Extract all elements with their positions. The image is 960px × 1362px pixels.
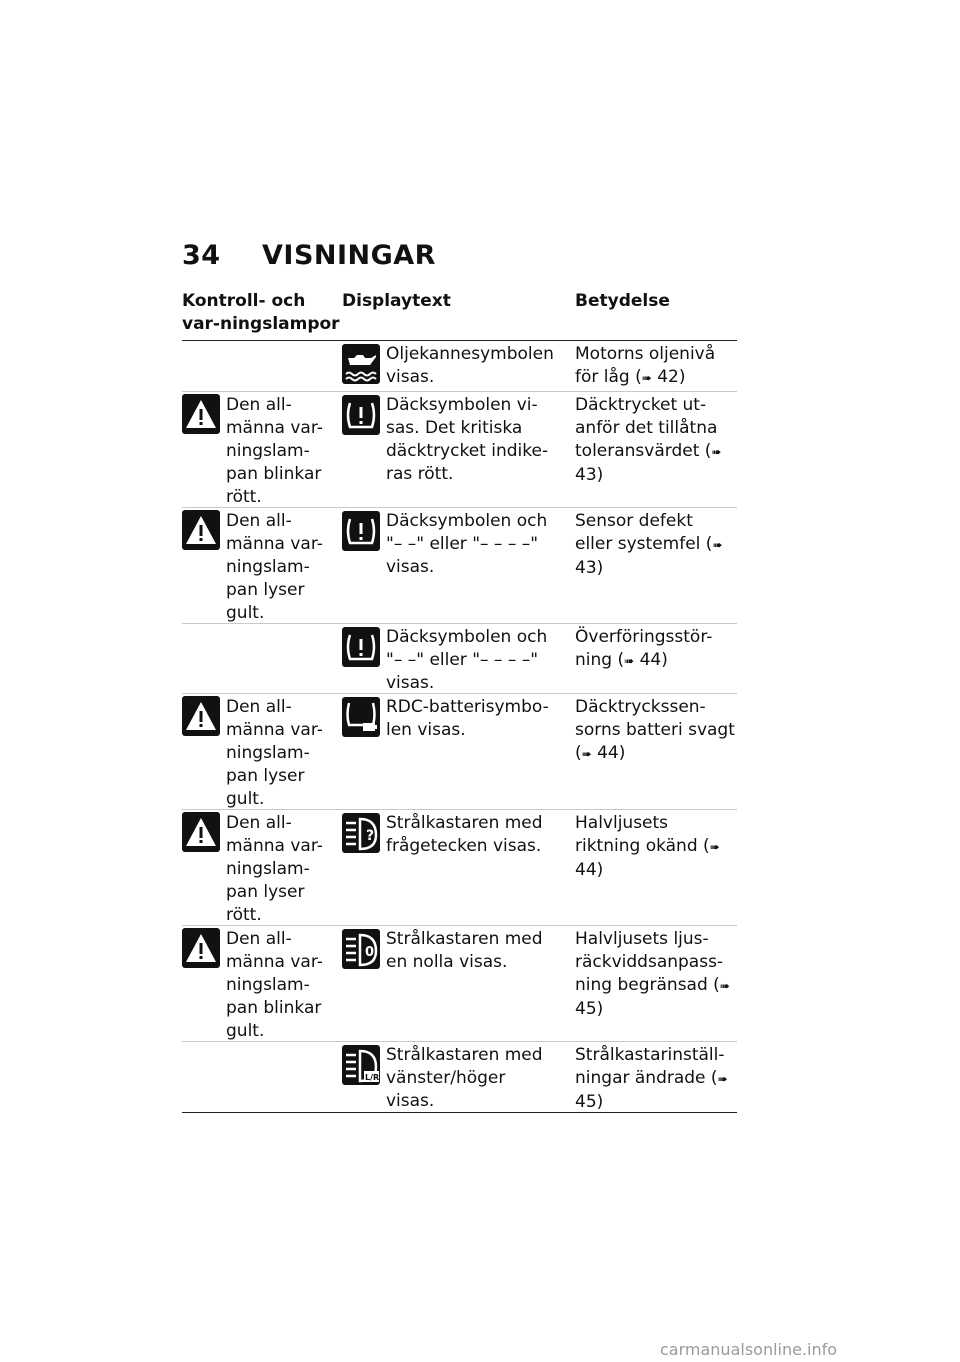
ref-arrow-icon: ➠ — [709, 840, 720, 854]
lamp-text: Den all-männa var-ningslam-pan lyser gult. — [226, 697, 323, 809]
lamp-text: Den all-männa var-ningslam-pan blinkar rött. — [226, 395, 323, 507]
svg-text:?: ? — [366, 828, 375, 844]
page-ref: 45 — [575, 1092, 597, 1112]
headlight-question-icon — [342, 813, 380, 853]
meaning-text: Halvljusets riktning okänd (➠ 44) — [575, 813, 720, 880]
meaning-text: Strålkastarinställ-ningar ändrade (➠ 45) — [575, 1045, 728, 1112]
page-number: 34 — [182, 240, 221, 271]
page-ref: 44 — [597, 743, 619, 763]
ref-arrow-icon: ➠ — [717, 1072, 728, 1086]
ref-arrow-icon: ➠ — [712, 538, 723, 552]
svg-text:0: 0 — [365, 945, 375, 960]
warning-triangle-icon — [182, 696, 220, 736]
indicator-table — [182, 340, 737, 1113]
column-header-display: Displaytext — [342, 291, 451, 311]
ref-arrow-icon: ➠ — [641, 371, 652, 385]
ref-arrow-icon: ➠ — [581, 747, 592, 761]
rdc-battery-icon — [342, 697, 380, 737]
watermark: carmanualsonline.info — [660, 1340, 838, 1359]
ref-arrow-icon: ➠ — [711, 445, 722, 459]
meaning-text: Sensor defekt eller systemfel (➠ 43) — [575, 511, 723, 578]
page-ref: 44 — [575, 860, 597, 880]
warning-triangle-icon — [182, 510, 220, 550]
page-ref: 42 — [657, 367, 679, 387]
table-row — [182, 809, 737, 925]
meaning-text: Motorns oljenivå för låg (➠ 42) — [575, 344, 716, 387]
lamp-text: Den all-männa var-ningslam-pan lyser rött. — [226, 813, 323, 925]
warning-triangle-icon — [182, 812, 220, 852]
meaning-text: Överföringsstör-ning (➠ 44) — [575, 627, 713, 670]
display-text: Strålkastaren med vänster/höger visas. — [386, 1045, 543, 1111]
page-ref: 45 — [575, 999, 597, 1019]
oil-can-icon — [342, 344, 380, 384]
tire-pressure-icon — [342, 627, 380, 667]
headlight-zero-icon — [342, 929, 380, 969]
table-row — [182, 623, 737, 693]
section-title: VISNINGAR — [262, 240, 436, 271]
display-text: Däcksymbolen vi-sas. Det kritiska däcktrycket indike-ras rött. — [386, 395, 549, 484]
ref-arrow-icon: ➠ — [719, 979, 730, 993]
table-row — [182, 925, 737, 1041]
display-text: Däcksymbolen och "– –" eller "– – – –" visas. — [386, 627, 548, 693]
warning-triangle-icon — [182, 928, 220, 968]
ref-arrow-icon: ➠ — [624, 654, 635, 668]
tire-pressure-icon — [342, 511, 380, 551]
display-text: RDC-batterisymbo-len visas. — [386, 697, 549, 740]
display-text: Strålkastaren med frågetecken visas. — [386, 813, 543, 856]
svg-text:L/R: L/R — [365, 1073, 380, 1082]
table-row — [182, 507, 737, 623]
page-header — [182, 240, 436, 271]
meaning-text: Halvljusets ljus-räckviddsanpass-ning begränsad (➠ 45) — [575, 929, 730, 1019]
tire-pressure-icon — [342, 395, 380, 435]
page-ref: 43 — [575, 558, 597, 578]
warning-triangle-icon — [182, 394, 220, 434]
display-text: Däcksymbolen och "– –" eller "– – – –" visas. — [386, 511, 548, 577]
page-ref: 43 — [575, 465, 597, 485]
lamp-text: Den all-männa var-ningslam-pan blinkar gult. — [226, 929, 323, 1041]
display-text: Strålkastaren med en nolla visas. — [386, 929, 543, 972]
column-header-lamps: Kontroll- och var-ningslampor — [182, 291, 340, 334]
table-row — [182, 391, 737, 507]
headlight-lr-icon — [342, 1045, 380, 1085]
page-ref: 44 — [639, 650, 662, 670]
table-row — [182, 1041, 737, 1112]
table-row — [182, 693, 737, 809]
column-header-meaning: Betydelse — [575, 291, 670, 311]
meaning-text: Däcktryckssen-sorns batteri svagt (➠ 44) — [575, 697, 735, 763]
table-row — [182, 341, 737, 391]
display-text: Oljekannesymbolen visas. — [386, 344, 554, 387]
lamp-text: Den all-männa var-ningslam-pan lyser gult. — [226, 511, 323, 623]
meaning-text: Däcktrycket ut-anför det tillåtna toleransvärdet (➠ 43) — [575, 395, 722, 485]
